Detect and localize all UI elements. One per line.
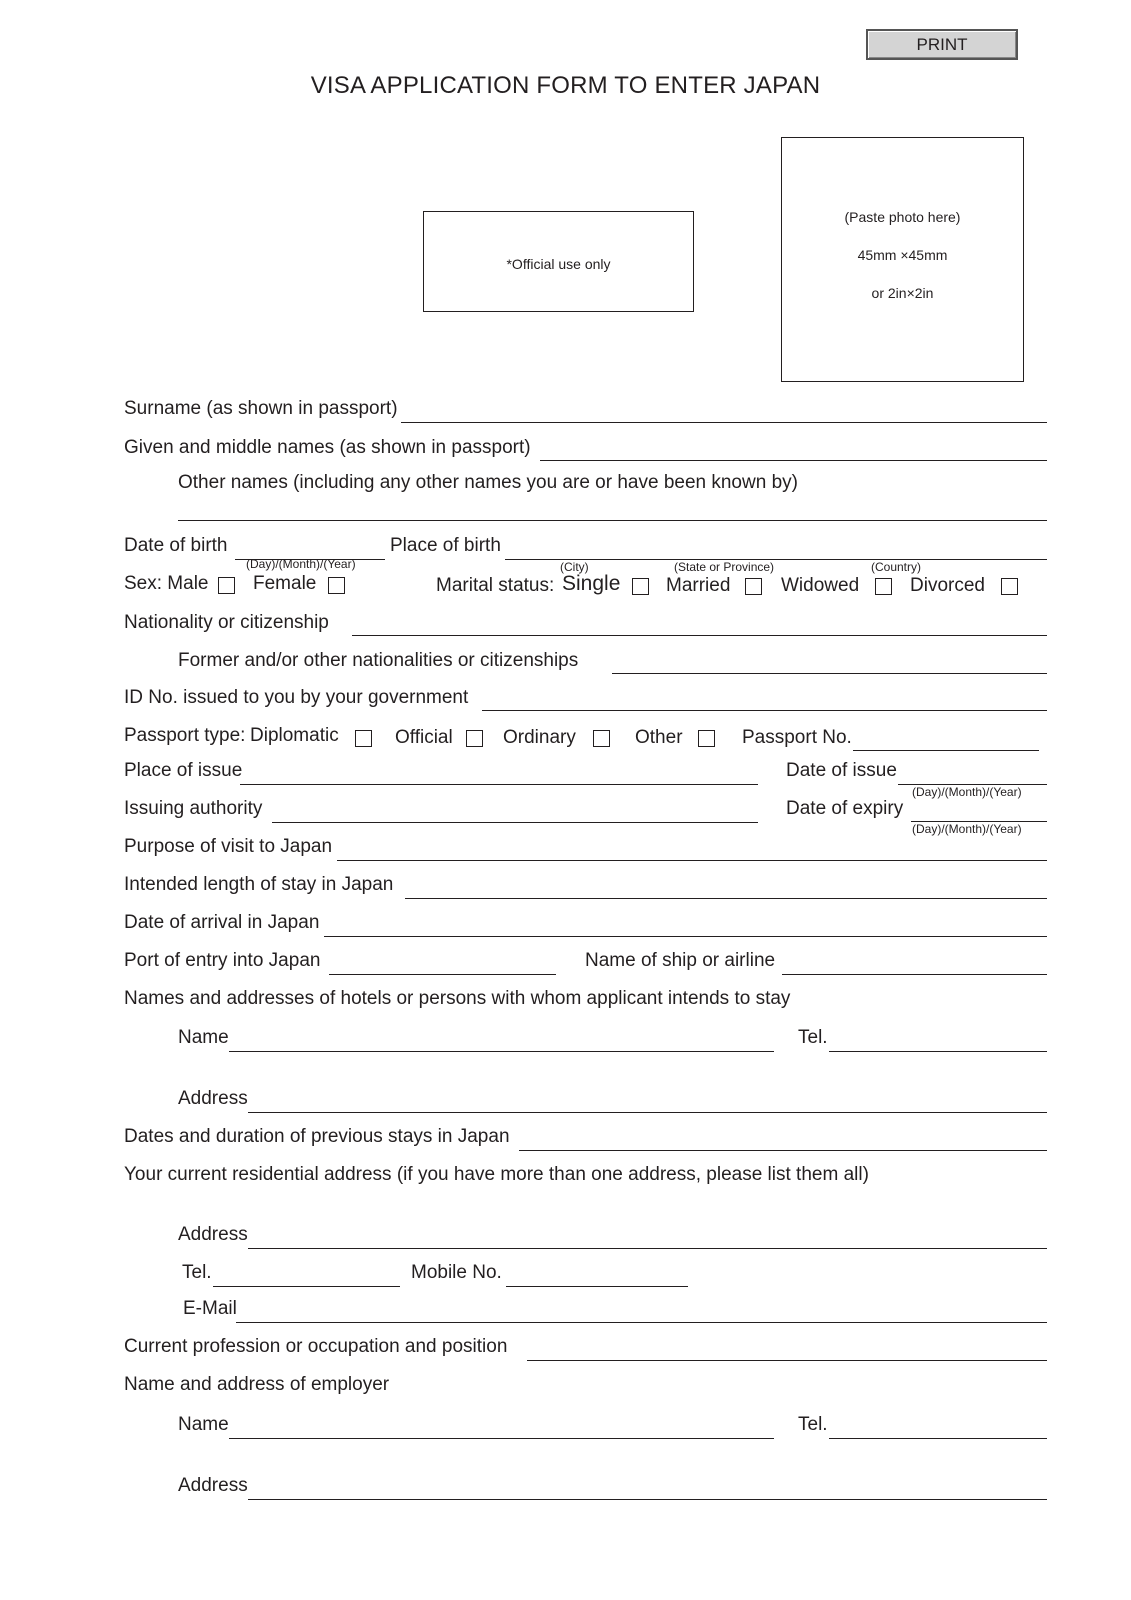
ordinary-checkbox[interactable] bbox=[593, 730, 610, 747]
id-no-label: ID No. issued to you by your government bbox=[124, 687, 469, 708]
issuing-authority-label: Issuing authority bbox=[124, 798, 263, 819]
marital-label: Marital status: bbox=[436, 575, 555, 596]
place-of-issue-field[interactable] bbox=[240, 764, 758, 785]
date-of-arrival-label: Date of arrival in Japan bbox=[124, 912, 320, 933]
emp-name-field[interactable] bbox=[229, 1418, 774, 1439]
hotel-tel-field[interactable] bbox=[829, 1031, 1047, 1052]
emp-address-field[interactable] bbox=[248, 1479, 1047, 1500]
employer-heading: Name and address of employer bbox=[124, 1374, 390, 1395]
single-checkbox[interactable] bbox=[632, 578, 649, 595]
official-label: Official bbox=[395, 727, 453, 748]
official-checkbox[interactable] bbox=[466, 730, 483, 747]
diplomatic-checkbox[interactable] bbox=[355, 730, 372, 747]
expiry-date-hint: (Day)/(Month)/(Year) bbox=[912, 822, 1022, 836]
ship-airline-field[interactable] bbox=[782, 954, 1047, 975]
place-of-issue-label: Place of issue bbox=[124, 760, 243, 781]
former-nationality-field[interactable] bbox=[612, 653, 1047, 674]
ordinary-label: Ordinary bbox=[503, 727, 576, 748]
purpose-label: Purpose of visit to Japan bbox=[124, 836, 333, 857]
emp-address-label: Address bbox=[178, 1475, 248, 1496]
pob-field[interactable] bbox=[505, 539, 1047, 560]
surname-field[interactable] bbox=[401, 402, 1047, 423]
former-nationality-label: Former and/or other nationalities or citizenships bbox=[178, 650, 579, 671]
res-tel-field[interactable] bbox=[213, 1266, 400, 1287]
res-address-field[interactable] bbox=[248, 1228, 1047, 1249]
photo-label-3: or 2in×2in bbox=[871, 285, 934, 301]
single-label: Single bbox=[562, 572, 621, 595]
passport-no-label: Passport No. bbox=[742, 727, 852, 748]
sex-label: Sex: Male bbox=[124, 573, 209, 594]
id-no-field[interactable] bbox=[482, 690, 1047, 711]
married-label: Married bbox=[666, 575, 731, 596]
other-label: Other bbox=[635, 727, 683, 748]
married-checkbox[interactable] bbox=[745, 578, 762, 595]
surname-label: Surname (as shown in passport) bbox=[124, 398, 398, 419]
port-of-entry-field[interactable] bbox=[329, 954, 556, 975]
port-of-entry-label: Port of entry into Japan bbox=[124, 950, 321, 971]
issue-date-hint: (Day)/(Month)/(Year) bbox=[912, 785, 1022, 799]
hotel-address-label: Address bbox=[178, 1088, 248, 1109]
widowed-checkbox[interactable] bbox=[875, 578, 892, 595]
pob-country-hint: (Country) bbox=[871, 560, 922, 574]
res-email-label: E-Mail bbox=[183, 1298, 237, 1319]
res-address-label: Address bbox=[178, 1224, 248, 1245]
male-checkbox[interactable] bbox=[218, 577, 235, 594]
divorced-label: Divorced bbox=[910, 575, 985, 596]
photo-label-2: 45mm ×45mm bbox=[857, 247, 948, 263]
emp-tel-label: Tel. bbox=[798, 1414, 828, 1435]
hotels-heading: Names and addresses of hotels or persons with whom applicant intends to stay bbox=[124, 988, 791, 1009]
res-mobile-label: Mobile No. bbox=[411, 1262, 502, 1283]
date-of-issue-field[interactable] bbox=[898, 764, 1047, 785]
divorced-checkbox[interactable] bbox=[1001, 578, 1018, 595]
length-of-stay-label: Intended length of stay in Japan bbox=[124, 874, 394, 895]
dob-hint: (Day)/(Month)/(Year) bbox=[246, 557, 356, 571]
other-names-label: Other names (including any other names you are or have been known by) bbox=[178, 472, 798, 493]
hotel-name-label: Name bbox=[178, 1027, 229, 1048]
res-mobile-field[interactable] bbox=[506, 1266, 688, 1287]
purpose-field[interactable] bbox=[337, 840, 1047, 861]
print-button[interactable]: PRINT bbox=[866, 29, 1018, 60]
emp-tel-field[interactable] bbox=[829, 1418, 1047, 1439]
hotel-tel-label: Tel. bbox=[798, 1027, 828, 1048]
nationality-label: Nationality or citizenship bbox=[124, 612, 329, 633]
issuing-authority-field[interactable] bbox=[272, 802, 758, 823]
passport-type-label: Passport type: bbox=[124, 725, 246, 746]
res-email-field[interactable] bbox=[236, 1302, 1047, 1323]
other-names-field[interactable] bbox=[178, 500, 1047, 521]
female-label: Female bbox=[253, 573, 317, 594]
previous-stays-field[interactable] bbox=[519, 1130, 1047, 1151]
given-names-label: Given and middle names (as shown in passport) bbox=[124, 437, 531, 458]
given-names-field[interactable] bbox=[540, 440, 1047, 461]
date-of-expiry-field[interactable] bbox=[911, 801, 1047, 822]
female-checkbox[interactable] bbox=[328, 577, 345, 594]
official-use-box bbox=[423, 211, 694, 312]
pob-label: Place of birth bbox=[390, 535, 501, 556]
dob-label: Date of birth bbox=[124, 535, 228, 556]
hotel-address-field[interactable] bbox=[248, 1092, 1047, 1113]
res-tel-label: Tel. bbox=[182, 1262, 212, 1283]
profession-label: Current profession or occupation and position bbox=[124, 1336, 508, 1357]
other-checkbox[interactable] bbox=[698, 730, 715, 747]
date-of-expiry-label: Date of expiry bbox=[786, 798, 904, 819]
official-use-label: *Official use only bbox=[506, 256, 611, 272]
diplomatic-label: Diplomatic bbox=[250, 725, 339, 746]
profession-field[interactable] bbox=[527, 1340, 1047, 1361]
pob-state-hint: (State or Province) bbox=[674, 560, 775, 574]
nationality-field[interactable] bbox=[352, 615, 1047, 636]
date-of-arrival-field[interactable] bbox=[324, 916, 1047, 937]
emp-name-label: Name bbox=[178, 1414, 229, 1435]
passport-no-field[interactable] bbox=[853, 730, 1039, 751]
residential-heading: Your current residential address (if you have more than one address, please list them all) bbox=[124, 1164, 869, 1185]
ship-airline-label: Name of ship or airline bbox=[585, 950, 776, 971]
photo-label-1: (Paste photo here) bbox=[844, 209, 961, 225]
date-of-issue-label: Date of issue bbox=[786, 760, 897, 781]
previous-stays-label: Dates and duration of previous stays in Japan bbox=[124, 1126, 510, 1147]
hotel-name-field[interactable] bbox=[229, 1031, 774, 1052]
length-of-stay-field[interactable] bbox=[405, 878, 1047, 899]
pob-city-hint: (City) bbox=[560, 560, 589, 574]
page-title: VISA APPLICATION FORM TO ENTER JAPAN bbox=[310, 72, 821, 99]
photo-box bbox=[781, 137, 1024, 382]
widowed-label: Widowed bbox=[781, 575, 860, 596]
